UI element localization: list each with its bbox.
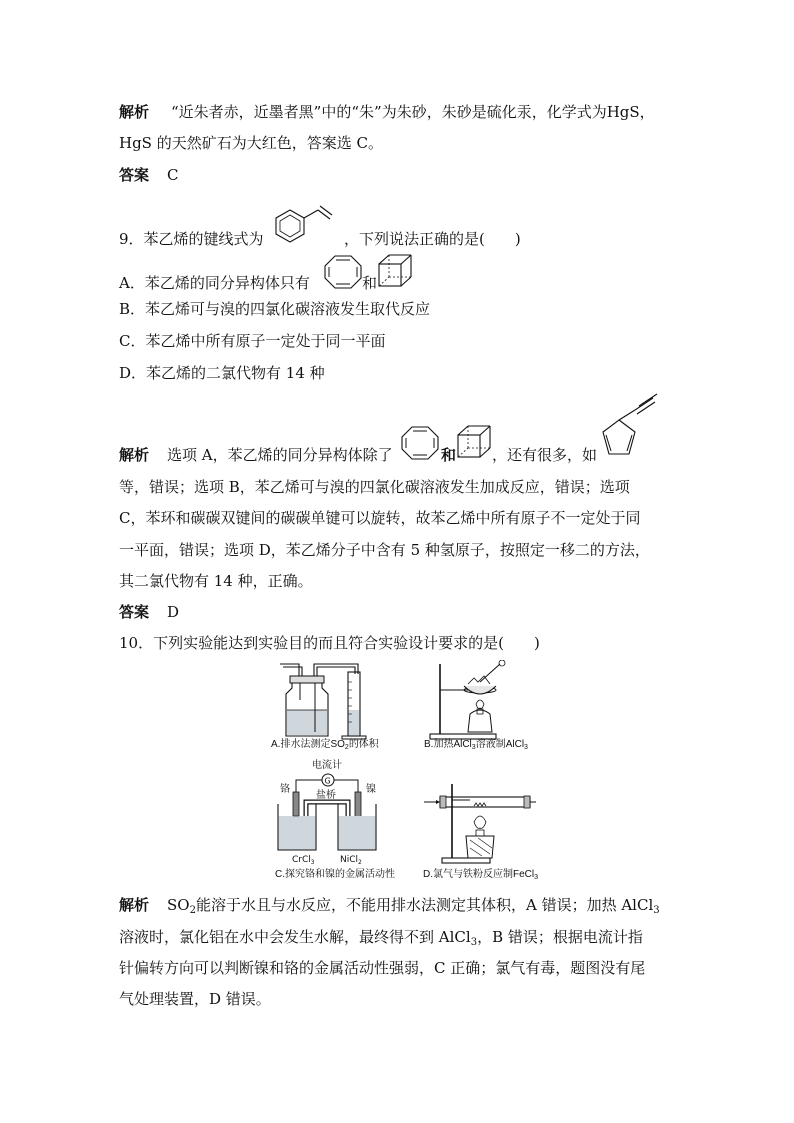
answer-8 [119, 164, 179, 186]
nickel-label: 镍 [366, 784, 376, 795]
apparatus-d-figure [420, 760, 538, 868]
answer-label: 答案 [119, 166, 150, 184]
galvanometer-symbol: G [324, 776, 331, 786]
analysis-label: 解析 [119, 446, 150, 464]
caption-a-sub: 2 [344, 744, 349, 751]
analysis-10-so2-sub: 2 [189, 905, 196, 916]
analysis-10-text-1: 能溶于水且与水反应，不能用排水法测定其体积，A 错误；加热 AlCl [195, 896, 654, 914]
caption-d-sub: 3 [534, 874, 539, 881]
option-9c: C．苯乙烯中所有原子一定处于同一平面 [119, 332, 386, 350]
apparatus-b-figure [420, 660, 520, 742]
analysis-8-text-1: “近朱者赤，近墨者黑”中的“朱”为朱砂，朱砂是硫化汞，化学式为HgS， [171, 103, 655, 121]
analysis-10-line2 [119, 926, 643, 954]
cubane-figure-a [377, 252, 413, 290]
caption-b-sub: 3 [471, 744, 476, 751]
nicl2-label [340, 855, 362, 866]
analysis-10-text-3: ，B 错误；根据电流计指 [477, 928, 643, 946]
analysis-9-line2: 等，错误；选项 B，苯乙烯可与溴的四氯化碳溶液发生加成反应，错误；选项 [119, 478, 630, 496]
question-9-stem-post: ，下列说法正确的是( ) [344, 230, 521, 248]
analysis-9-text-pre: 选项 A，苯乙烯的同分异构体除了 [167, 446, 393, 464]
cubane-figure-b [456, 423, 492, 461]
analysis-9-line1-pre [119, 444, 393, 466]
analysis-10-text-2: 溶液时，氯化铝在水中会发生水解，最终得不到 AlCl [119, 928, 471, 946]
analysis-10-sub-1: 3 [653, 905, 660, 916]
caption-b-sub-2: 3 [524, 744, 528, 751]
caption-b [424, 738, 528, 755]
analysis-10-line3: 针偏转方向可以判断镍和铬的金属活动性强弱，C 正确；氯气有毒，题图没有尾 [119, 959, 646, 977]
vinylcyclopentadiene-figure [597, 392, 671, 464]
analysis-9-line3: C，苯环和碳碳双键间的碳碳单键可以旋转，故苯乙烯中所有原子不一定处于同 [119, 509, 641, 527]
question-10-stem: 10．下列实验能达到实验目的而且符合实验设计要求的是( ) [119, 634, 540, 652]
caption-a [271, 738, 379, 755]
analysis-10-line4: 气处理装置，D 错误。 [119, 990, 271, 1008]
analysis-label: 解析 [119, 896, 150, 914]
analysis-10-line1 [119, 894, 660, 922]
analysis-9-and: 和 [441, 446, 457, 464]
analysis-8-line1 [119, 101, 655, 123]
option-9b: B．苯乙烯可与溴的四氯化碳溶液发生取代反应 [119, 300, 431, 318]
crcl3-text: CrCl [292, 855, 311, 865]
option-9d: D．苯乙烯的二氯代物有 14 种 [119, 364, 325, 382]
analysis-10-sub-2: 3 [470, 937, 478, 948]
answer-value: C [167, 166, 179, 184]
caption-c: C.探究铬和镍的金属活动性 [275, 869, 395, 880]
analysis-9-line4: 一平面，错误；选项 D，苯乙烯分子中含有 5 种氢原子，按照定一移二的方法， [119, 541, 650, 559]
caption-b-text-2: 溶液制AlCl [475, 739, 525, 750]
analysis-9-text-post: ，还有很多，如 [492, 446, 598, 464]
cyclooctatetraene-figure-a [322, 253, 364, 291]
nicl2-text: NiCl [340, 855, 359, 865]
question-9-stem-pre: 9．苯乙烯的键线式为 [119, 230, 264, 248]
analysis-8-line2: HgS 的天然矿石为大红色，答案选 C。 [119, 134, 383, 152]
caption-a-text: A.排水法测定SO [271, 739, 345, 750]
apparatus-a-figure [272, 660, 390, 742]
nicl2-sub: 2 [358, 859, 362, 866]
apparatus-c-figure [272, 758, 387, 868]
option-9a-text: A．苯乙烯的同分异构体只有 [119, 274, 310, 292]
answer-9 [119, 601, 179, 623]
caption-d [423, 868, 538, 885]
salt-bridge-label: 盐桥 [316, 790, 336, 801]
chromium-label: 铬 [280, 784, 290, 795]
caption-d-text: D.氯气与铁粉反应制FeCl [423, 869, 535, 880]
caption-b-text: B.加热AlCl [424, 739, 472, 750]
crcl3-label [292, 855, 315, 866]
caption-a-text-2: 的体积 [348, 739, 379, 750]
analysis-label: 解析 [119, 103, 150, 121]
styrene-structure-figure [272, 202, 342, 248]
answer-value: D [167, 603, 180, 621]
cyclooctatetraene-figure-b [399, 424, 441, 462]
analysis-9-line5: 其二氯代物有 14 种，正确。 [119, 572, 313, 590]
option-9a-and: 和 [362, 274, 378, 292]
galvanometer-label: 电流计 [312, 760, 342, 771]
answer-label: 答案 [119, 603, 150, 621]
crcl3-sub: 3 [310, 859, 315, 866]
analysis-10-so2: SO [167, 896, 190, 914]
